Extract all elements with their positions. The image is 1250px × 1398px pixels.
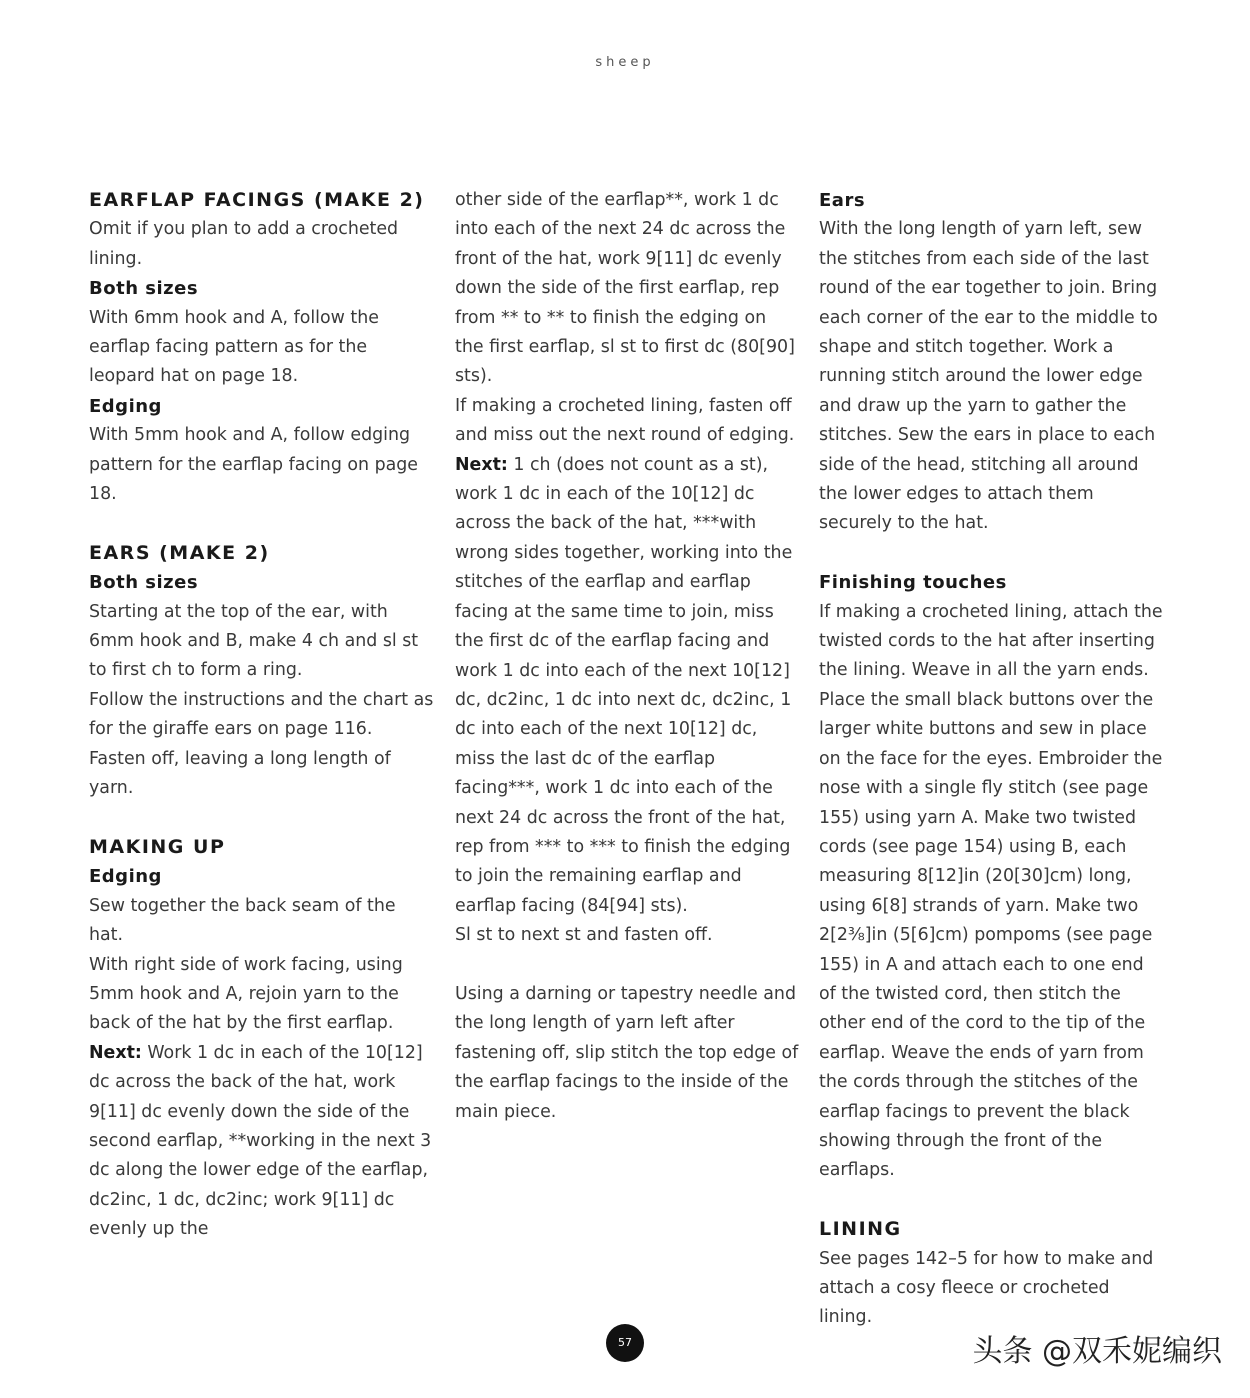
next-label: Next:: [455, 454, 508, 475]
making-up-paragraph: Sew together the back seam of the hat.: [89, 895, 396, 946]
next-instructions: 1 ch (does not count as a st), work 1 dc in each of the 10[12] dc across the back of the hat, ***with wrong sides together, working into the stitches of the earflap and earflap facing at the same time to join, miss the first dc of the earflap facing and work 1 dc into each of the next 10[12] dc, dc2inc, 1 dc into next dc, dc2inc, 1 dc into each of the next 10[12] dc, miss the last dc of the earflap facing***, work 1 dc into each of the next 24 dc across the front of the hat, rep from *** to *** to finish the edging to join the remaining earflap and earflap facing (84[94] sts).: [455, 454, 793, 916]
both-sizes-heading: Both sizes: [89, 572, 199, 594]
edging-instructions: With 5mm hook and A, follow edging pattern for the earflap facing on page 18.: [89, 425, 419, 505]
column-left: [89, 186, 434, 1245]
earflap-facings-heading: EARFLAP FACINGS (MAKE 2): [89, 189, 425, 211]
lining-heading: LINING: [819, 1218, 902, 1241]
earflap-instructions: With 6mm hook and A, follow the earflap facing pattern as for the leopard hat on page 18.: [89, 307, 379, 387]
darning-paragraph: Using a darning or tapestry needle and the long length of yarn left after fastening off, slip stitch the top edge of the earflap facings to the inside of the main piece.: [455, 983, 799, 1122]
ears-heading: EARS (MAKE 2): [89, 541, 270, 564]
ears-paragraph: Fasten off, leaving a long length of yarn.: [89, 748, 391, 799]
ears-paragraph: Starting at the top of the ear, with 6mm hook and B, make 4 ch and sl st to first ch to form a ring.: [89, 601, 419, 681]
lining-note: If making a crocheted lining, fasten off and miss out the next round of edging.: [455, 395, 795, 446]
next-paragraph: [455, 451, 800, 922]
both-sizes-heading: Both sizes: [89, 278, 199, 300]
edging-heading: Edging: [89, 395, 162, 417]
running-head: sheep: [595, 55, 655, 70]
fasten-off-paragraph: Sl st to next st and fasten off.: [455, 925, 713, 946]
edging-continued: other side of the earflap**, work 1 dc into each of the next 24 dc across the front of the hat, work 9[11] dc evenly down the side of the first earflap, rep from ** to ** to finish the edging on the first earflap, sl st to first dc (80[90] sts).: [455, 190, 795, 387]
earflap-intro: Omit if you plan to add a crocheted lining.: [89, 219, 399, 269]
page-number: 57: [606, 1324, 644, 1362]
watermark: 头条 @双禾妮编织: [972, 1334, 1222, 1369]
ears-subheading: Ears: [819, 190, 866, 211]
edging-heading: Edging: [89, 866, 162, 888]
making-up-paragraph: With right side of work facing, using 5mm hook and A, rejoin yarn to the back of the hat by the first earflap.: [89, 954, 403, 1034]
making-up-paragraph: [89, 1039, 434, 1245]
finishing-touches-paragraph: If making a crocheted lining, attach the twisted cords to the hat after inserting the lining. Weave in all the yarn ends. Place the small black buttons over the larger white buttons and sew in place on the face for the eyes. Embroider the nose with a single fly stitch (see page 155) using yarn A. Make two twisted cords (see page 154) using B, each measuring 8[12]in (20[30]cm) long, using 6[8] strands of yarn. Make two 2[2⅜]in (5[6]cm) pompoms (see page 155) in A and attach each to one end of the twisted cord, then stitch the other end of the cord to the tip of the earflap. Weave the ends of yarn from the cords through the stitches of the earflap facings to prevent the black showing through the front of the earflaps.: [819, 601, 1163, 1181]
finishing-touches-heading: Finishing touches: [819, 572, 1007, 594]
lining-paragraph: See pages 142–5 for how to make and attach a cosy fleece or crocheted lining.: [819, 1248, 1154, 1328]
next-instructions: Work 1 dc in each of the 10[12] dc across the back of the hat, work 9[11] dc evenly down the side of the second earflap, **working in the next 3 dc along the lower edge of the earflap, dc2inc, 1 dc, dc2inc; work 9[11] dc evenly up the: [89, 1042, 432, 1240]
ears-paragraph: Follow the instructions and the chart as for the giraffe ears on page 116.: [89, 689, 434, 740]
next-label: Next:: [89, 1042, 142, 1063]
ears-paragraph: With the long length of yarn left, sew the stitches from each side of the last round of the ear together to join. Bring each corner of the ear to the middle to shape and stitch together. Work a running stitch around the lower edge and draw up the yarn to gather the stitches. Sew the ears in place to each side of the head, stitching all around the lower edges to attach them securely to the hat.: [819, 219, 1158, 534]
column-middle: [455, 186, 800, 1127]
making-up-heading: MAKING UP: [89, 835, 226, 858]
column-right: [819, 186, 1164, 1333]
